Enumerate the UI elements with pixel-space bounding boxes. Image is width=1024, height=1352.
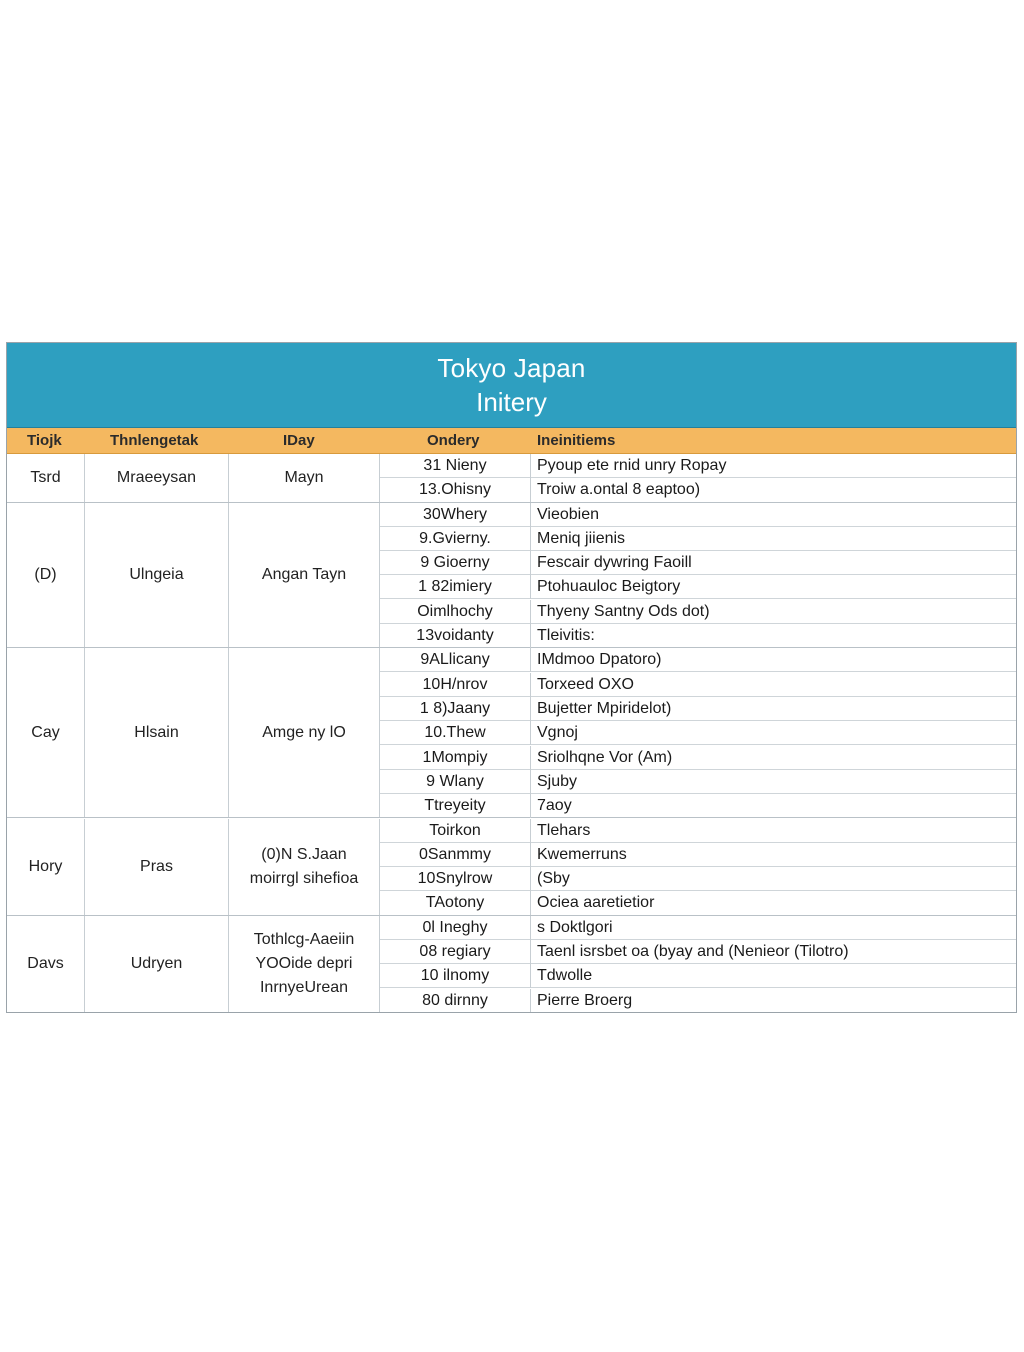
table-row: [380, 697, 1016, 721]
order-cell: 1 8)Jaany: [380, 697, 531, 721]
order-cell: TAotony: [380, 891, 531, 915]
theme-cell: Pras: [85, 819, 229, 915]
item-cell: Sriolhqne Vor (Am): [537, 748, 673, 766]
day-cell: Mayn: [229, 454, 380, 502]
table-row: [380, 527, 1016, 551]
table-row: [380, 551, 1016, 575]
order-cell: 9.Gvierny.: [380, 527, 531, 551]
row-group: [7, 454, 1016, 503]
theme-cell: Udryen: [85, 916, 229, 1012]
order-cell: 10.Thew: [380, 721, 531, 745]
day-cell: Amge ny lO: [229, 648, 380, 817]
theme-cell: Ulngeia: [85, 503, 229, 648]
table-row: [380, 989, 1016, 1013]
table-row: [380, 478, 1016, 502]
table-row: [380, 746, 1016, 770]
table-row: [380, 867, 1016, 891]
item-cell: IMdmoo Dpatoro): [537, 651, 662, 669]
table-row: [380, 454, 1016, 478]
table-row: [380, 940, 1016, 964]
item-cell: Thyeny Santny Ods dot): [537, 602, 710, 620]
order-cell: 9 Wlany: [380, 770, 531, 794]
order-cell: 0Sanmmy: [380, 843, 531, 867]
order-cell: 31 Nieny: [380, 454, 531, 478]
order-cell: 10H/nrov: [380, 673, 531, 697]
day-cell: (0)N S.Jaan moirrgl sihefioa: [229, 819, 380, 915]
city-cell: Cay: [7, 648, 85, 817]
order-cell: 13.Ohisny: [380, 478, 531, 502]
order-cell: Ttreyeity: [380, 794, 531, 818]
item-cell: 7aoy: [537, 797, 572, 815]
item-cell: Torxeed OXO: [537, 675, 634, 693]
item-cell: s Doktlgori: [537, 918, 613, 936]
item-cell: Troiw a.ontal 8 eaptoo): [537, 481, 701, 499]
table-row: [380, 624, 1016, 648]
row-group: [7, 819, 1016, 916]
table-row: [380, 819, 1016, 843]
item-cell: Vieobien: [537, 505, 599, 523]
order-cell: 80 dirnny: [380, 989, 531, 1013]
city-cell: (D): [7, 503, 85, 648]
order-cell: 0l Ineghy: [380, 916, 531, 940]
table-row: [380, 673, 1016, 697]
table-row: [380, 916, 1016, 940]
table-row: [380, 503, 1016, 527]
column-header-row: [7, 428, 1016, 454]
city-cell: Hory: [7, 819, 85, 915]
table-row: [380, 843, 1016, 867]
order-cell: 08 regiary: [380, 940, 531, 964]
order-cell: 13voidanty: [380, 624, 531, 648]
table-row: [380, 794, 1016, 818]
item-cell: Tdwolle: [537, 967, 593, 985]
row-group: [7, 916, 1016, 1013]
theme-cell: Mraeeysan: [85, 454, 229, 502]
item-cell: Pyoup ete rnid unry Ropay: [537, 457, 727, 474]
item-cell: (Sby: [537, 870, 570, 888]
itinerary-table: [6, 342, 1017, 1013]
order-cell: 9 Gioerny: [380, 551, 531, 575]
table-row: [380, 770, 1016, 794]
day-cell: Angan Tayn: [229, 503, 380, 648]
item-cell: Vgnoj: [537, 724, 578, 742]
title-banner: [7, 343, 1016, 428]
item-cell: Fescair dywring Faoill: [537, 554, 692, 572]
order-cell: 30Whery: [380, 503, 531, 527]
table-row: [380, 891, 1016, 915]
row-group: [7, 503, 1016, 649]
item-cell: Tleivitis:: [537, 627, 595, 645]
city-cell: Davs: [7, 916, 85, 1012]
header-items: Ineinitiems: [537, 432, 616, 449]
table-row: [380, 721, 1016, 745]
header-city: Tiojk: [27, 432, 62, 449]
item-cell: Meniq jiienis: [537, 529, 626, 547]
item-cell: Pierre Broerg: [537, 991, 633, 1009]
row-group: [7, 648, 1016, 818]
day-cell: Tothlcg-Aaeiin YOOide depri InrnyeUrean: [229, 916, 380, 1012]
table-row: [380, 575, 1016, 599]
table-row: [380, 648, 1016, 672]
city-cell: Tsrd: [7, 454, 85, 502]
title-line-2: Initery: [476, 387, 547, 417]
item-cell: Sjuby: [537, 772, 578, 790]
item-cell: Ociea aaretietior: [537, 894, 655, 912]
order-cell: Toirkon: [380, 819, 531, 843]
title-line-1: Tokyo Japan: [437, 353, 586, 383]
header-day: IDay: [283, 432, 315, 449]
table-body: [7, 454, 1016, 1013]
item-cell: Bujetter Mpiridelot): [537, 699, 672, 717]
header-theme: Thnlengetak: [110, 432, 199, 449]
table-row: [380, 964, 1016, 988]
order-cell: 10Snylrow: [380, 867, 531, 891]
order-cell: 9ALlicany: [380, 648, 531, 672]
item-cell: Tlehars: [537, 821, 591, 839]
order-cell: Oimlhochy: [380, 600, 531, 624]
header-order: Ondery: [427, 432, 480, 449]
item-cell: Taenl isrsbet oa (byay and (Nenieor (Tilotro): [537, 942, 849, 960]
table-row: [380, 600, 1016, 624]
theme-cell: Hlsain: [85, 648, 229, 817]
item-cell: Kwemerruns: [537, 845, 627, 863]
item-cell: Ptohuauloc Beigtory: [537, 578, 681, 596]
order-cell: 1Mompiy: [380, 746, 531, 770]
order-cell: 1 82imiery: [380, 575, 531, 599]
order-cell: 10 ilnomy: [380, 964, 531, 988]
